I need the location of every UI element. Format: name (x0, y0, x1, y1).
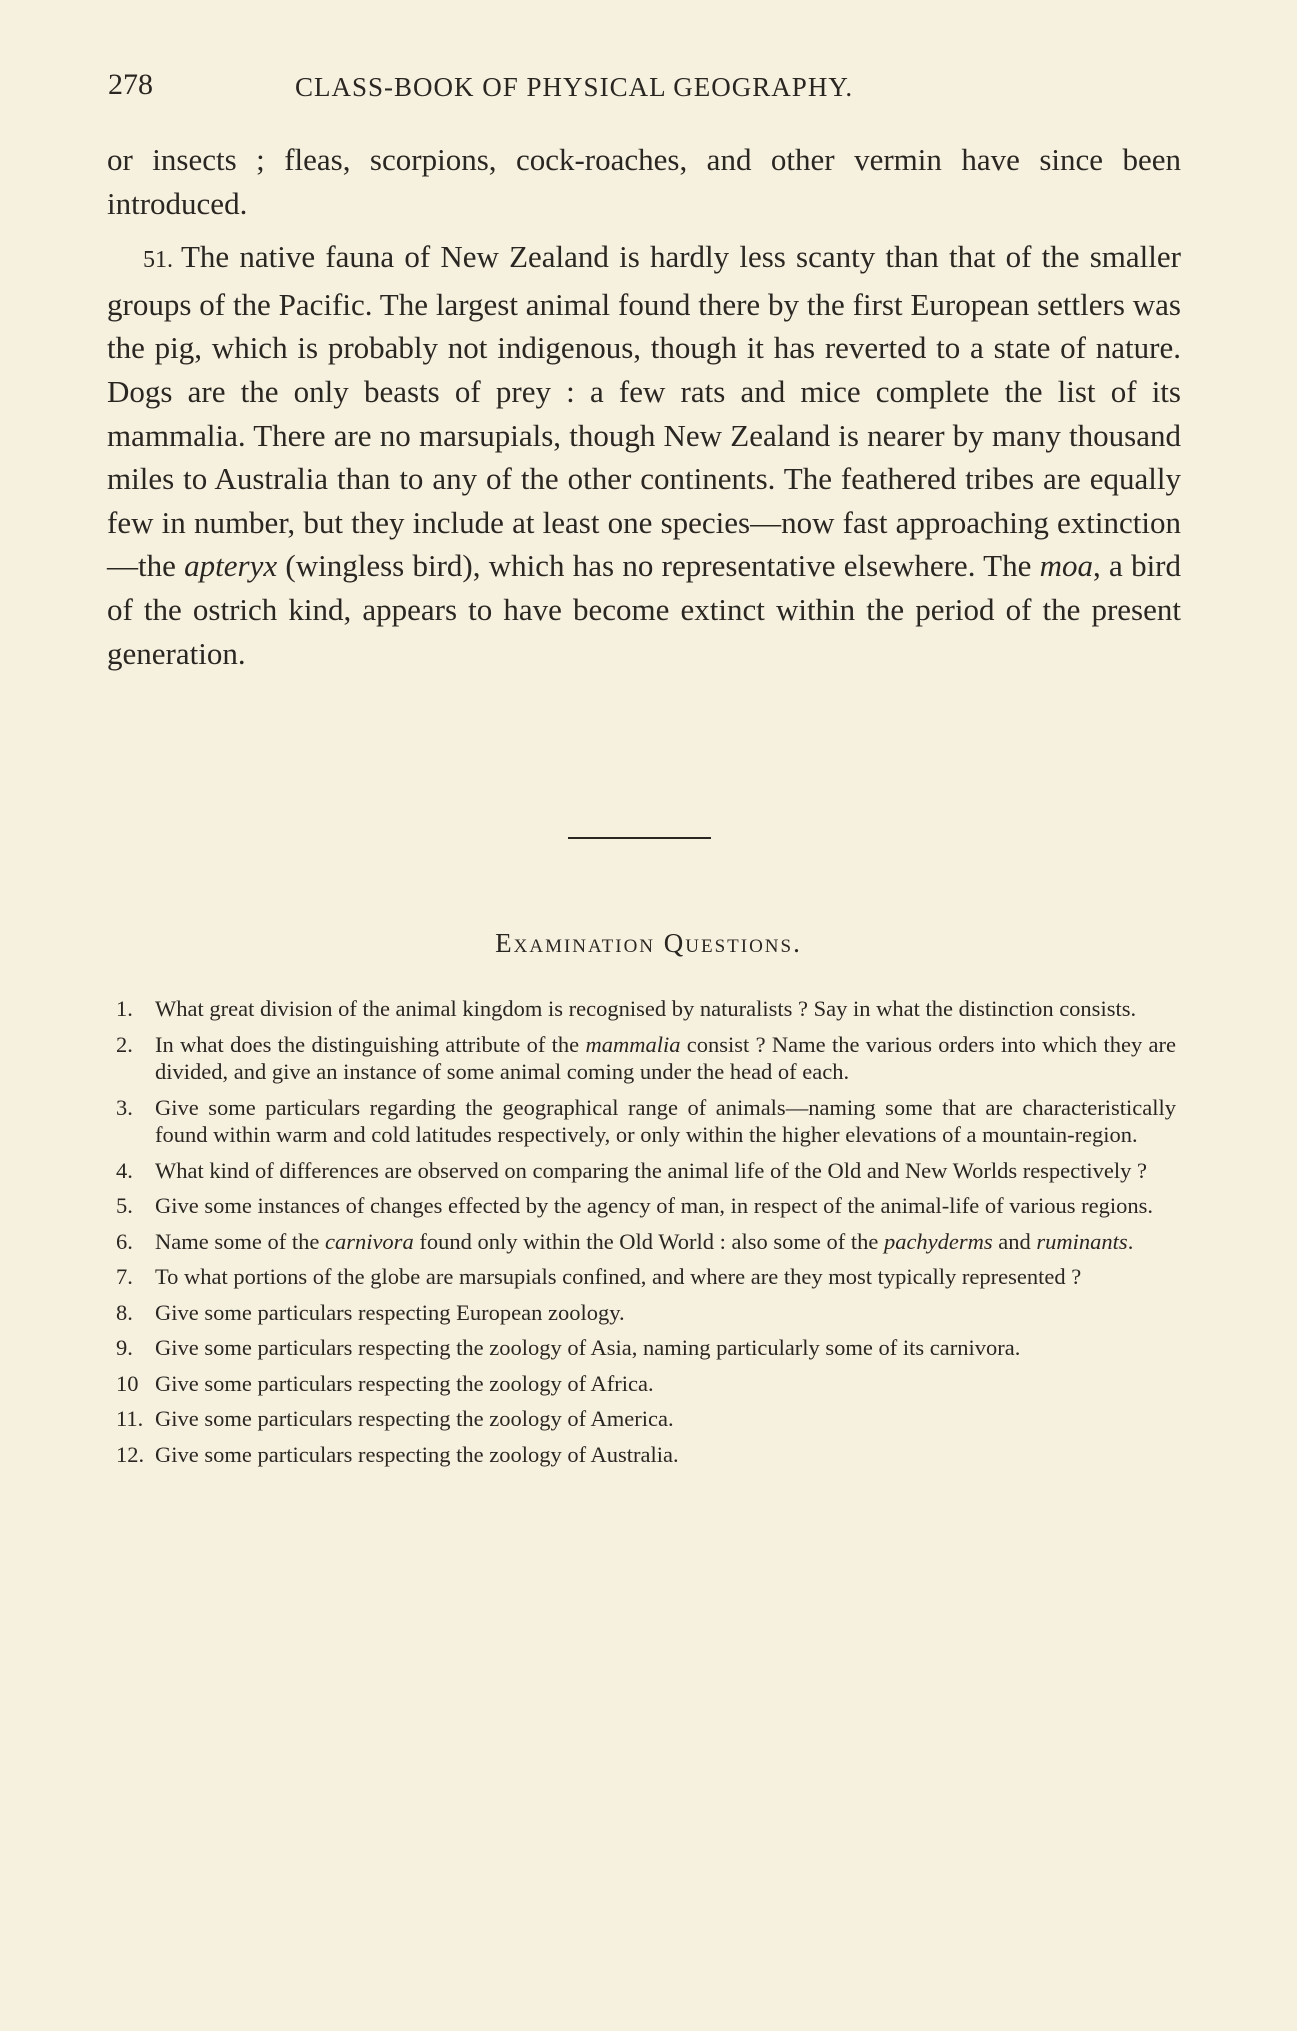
paragraph-text: The native fauna of New Zealand is hardly less scanty than that of the smaller groups of the Pacific. The largest animal found there by the first European settlers was the pig, which is probably not indigenous, though it has reverted to a state of nature. Dogs are the only beasts of prey : a few rats and mice complete the list of its mammalia. There are no marsupials, though New Zealand is nearer by many thousand miles to Australia than to any of the other continents. The feathered tribes are equally few in number, but they include at least one species—now fast approaching extinction—the (107, 239, 1181, 584)
question-text (155, 1370, 1176, 1398)
running-title: CLASS-BOOK OF PHYSICAL GEOGRAPHY. (295, 72, 854, 102)
question-text-part: To what portions of the globe are marsupials confined, and where are they most typically represented ? (155, 1264, 1082, 1289)
question-number: 12. (116, 1441, 145, 1467)
paragraph-text: , a bird of the ostrich kind, appears to have become extinct within the period of the present generation. (107, 548, 1181, 671)
question-text-part: found only within the Old World : also some of the (413, 1228, 884, 1254)
question-item (116, 1157, 1176, 1185)
question-item (116, 1031, 1176, 1086)
question-text-part: consist ? Name the various orders into which they are divided, and give an instance of some animal coming under the head of each. (155, 1031, 1176, 1084)
question-text (155, 1094, 1176, 1149)
question-text (155, 1441, 1176, 1469)
question-item (116, 1334, 1176, 1362)
italic-term: carnivora (324, 1228, 414, 1254)
italic-term: pachyderms (883, 1228, 993, 1254)
paragraph-number: 51. (143, 247, 173, 274)
question-number: 6. (116, 1228, 133, 1254)
question-text-part: and (992, 1228, 1037, 1254)
question-text-part: Give some particulars respecting the zoology of Australia. (155, 1441, 679, 1467)
body-text (107, 138, 1181, 675)
question-number: 4. (116, 1157, 133, 1183)
question-text-part: Give some instances of changes effected by the agency of man, in respect of the animal-life of various regions. (155, 1193, 1153, 1218)
question-text (155, 1405, 1176, 1433)
italic-term: ruminants (1036, 1228, 1128, 1254)
question-text-part: What great division of the animal kingdom is recognised by naturalists ? Say in what the distinction consists. (155, 996, 1137, 1021)
question-item (116, 1192, 1176, 1220)
question-text (155, 1334, 1176, 1362)
page-header (108, 68, 1198, 108)
question-number: 11. (116, 1406, 144, 1431)
question-item (116, 1370, 1176, 1398)
question-number: 9. (116, 1335, 133, 1360)
question-text-part: Give some particulars regarding the geographical range of animals—naming some that are characteristically found within warm and cold latitudes respectively, or only within the higher elevations of a mountain-region. (155, 1094, 1176, 1147)
question-number: 8. (116, 1299, 133, 1325)
question-item (116, 1228, 1176, 1256)
question-text (155, 1263, 1176, 1291)
question-number: 1. (116, 996, 133, 1021)
question-item (116, 1441, 1176, 1469)
question-text (155, 1031, 1176, 1086)
paragraph-continued: or insects ; fleas, scorpions, cock-roaches, and other vermin have since been introduced. (107, 142, 1181, 221)
question-item (116, 995, 1176, 1023)
question-item (116, 1094, 1176, 1149)
question-number: 3. (116, 1094, 133, 1120)
question-number: 5. (116, 1193, 133, 1218)
italic-term: apteryx (184, 548, 278, 584)
question-text (155, 995, 1176, 1023)
italic-term: moa (1039, 548, 1094, 584)
exam-questions-heading: Examination Questions. (495, 928, 802, 958)
question-text-part: . (1127, 1228, 1134, 1254)
question-item (116, 1405, 1176, 1433)
question-item (116, 1263, 1176, 1291)
question-text-part: Name some of the (155, 1228, 325, 1254)
question-text-part: Give some particulars respecting European zoology. (155, 1299, 625, 1325)
question-list (116, 995, 1176, 1476)
question-text (155, 1192, 1176, 1220)
question-number: 10 (116, 1370, 139, 1396)
question-text-part: Give some particulars respecting the zoology of Asia, naming particularly some of its carnivora. (155, 1335, 1021, 1360)
question-text-part: Give some particulars respecting the zoology of Africa. (155, 1370, 654, 1396)
question-text-part: What kind of differences are observed on comparing the animal life of the Old and New Worlds respectively ? (155, 1157, 1148, 1183)
question-text (155, 1299, 1176, 1327)
page-number: 278 (108, 68, 153, 101)
italic-term: mammalia (585, 1031, 681, 1057)
question-text-part: Give some particulars respecting the zoology of America. (155, 1406, 674, 1431)
section-divider (568, 837, 711, 839)
question-text (155, 1157, 1176, 1185)
question-text-part: In what does the distinguishing attribute of the (155, 1031, 586, 1057)
question-number: 2. (116, 1031, 133, 1057)
question-number: 7. (116, 1264, 133, 1289)
paragraph-text: (wingless bird), which has no representative elsewhere. The (277, 548, 1040, 584)
question-item (116, 1299, 1176, 1327)
paragraph-51 (107, 235, 1181, 675)
question-text (155, 1228, 1176, 1256)
